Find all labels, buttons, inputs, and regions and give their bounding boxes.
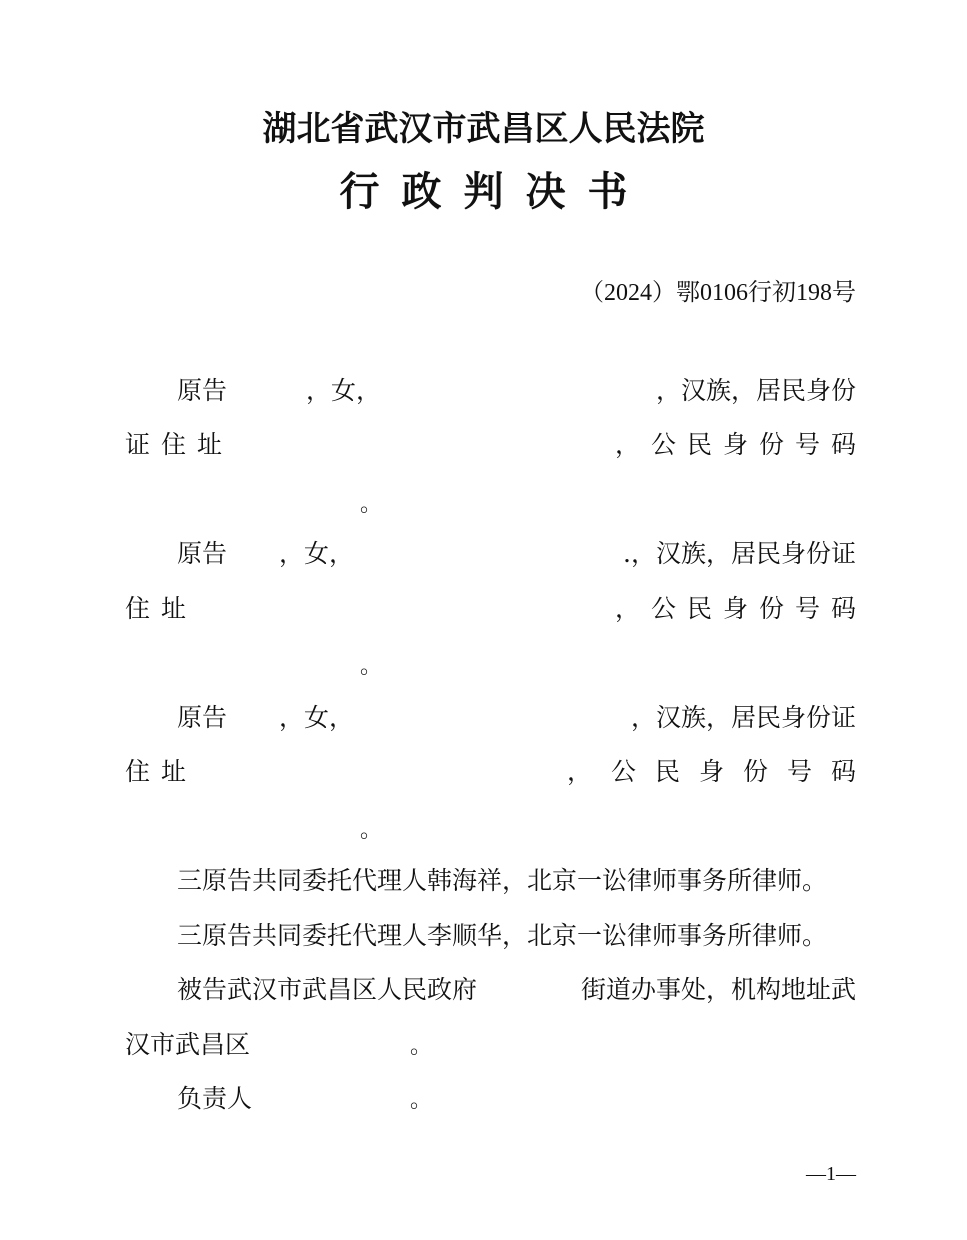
plaintiff-2-id-label: ，公民身份号码	[614, 594, 867, 623]
plaintiff-3-period: 。	[360, 818, 383, 843]
plaintiff-3-id-label: ，公民身份号码	[566, 757, 875, 786]
defendant-address-start: 街道办事处，机构地址武	[580, 975, 856, 1004]
plaintiff-1-address-label: 证住址	[125, 430, 234, 459]
plaintiff-3-gender: ，女，	[279, 703, 355, 732]
page-number: —1—	[806, 1163, 856, 1185]
plaintiff-3-address-label: 住址	[125, 757, 198, 786]
plaintiff-2-gender: ，女，	[279, 539, 355, 568]
plaintiff-2-ethnicity: .，汉族，居民身份证	[623, 539, 856, 568]
plaintiff-1-period: 。	[360, 492, 383, 517]
court-name: 湖北省武汉市武昌区人民法院	[262, 109, 705, 149]
defendant-period: 。	[410, 1034, 433, 1059]
responsible-person-period: 。	[410, 1088, 433, 1113]
plaintiff-2-address-label: 住址	[125, 594, 198, 623]
defendant-address-cont: 汉市武昌区	[125, 1030, 251, 1059]
agent-line-1: 三原告共同委托代理人韩海祥，北京一讼律师事务所律师。	[177, 866, 828, 895]
plaintiff-3-ethnicity: ，汉族，居民身份证	[630, 703, 856, 732]
case-number: （2024）鄂0106行初198号	[580, 280, 856, 306]
plaintiff-1-id-label: ，公民身份号码	[614, 430, 867, 459]
plaintiff-1-label: 原告	[177, 376, 228, 405]
plaintiff-2-period: 。	[360, 654, 383, 679]
agent-line-2: 三原告共同委托代理人李顺华，北京一讼律师事务所律师。	[177, 921, 828, 950]
plaintiff-1-gender: ，女，	[306, 376, 382, 405]
plaintiff-3-label: 原告	[177, 703, 228, 732]
plaintiff-2-label: 原告	[177, 539, 228, 568]
plaintiff-1-ethnicity: ，汉族，居民身份	[655, 376, 856, 405]
defendant-name: 被告武汉市武昌区人民政府	[177, 975, 478, 1004]
document-title: 行政判决书	[339, 168, 650, 215]
responsible-person-label: 负责人	[177, 1084, 253, 1113]
